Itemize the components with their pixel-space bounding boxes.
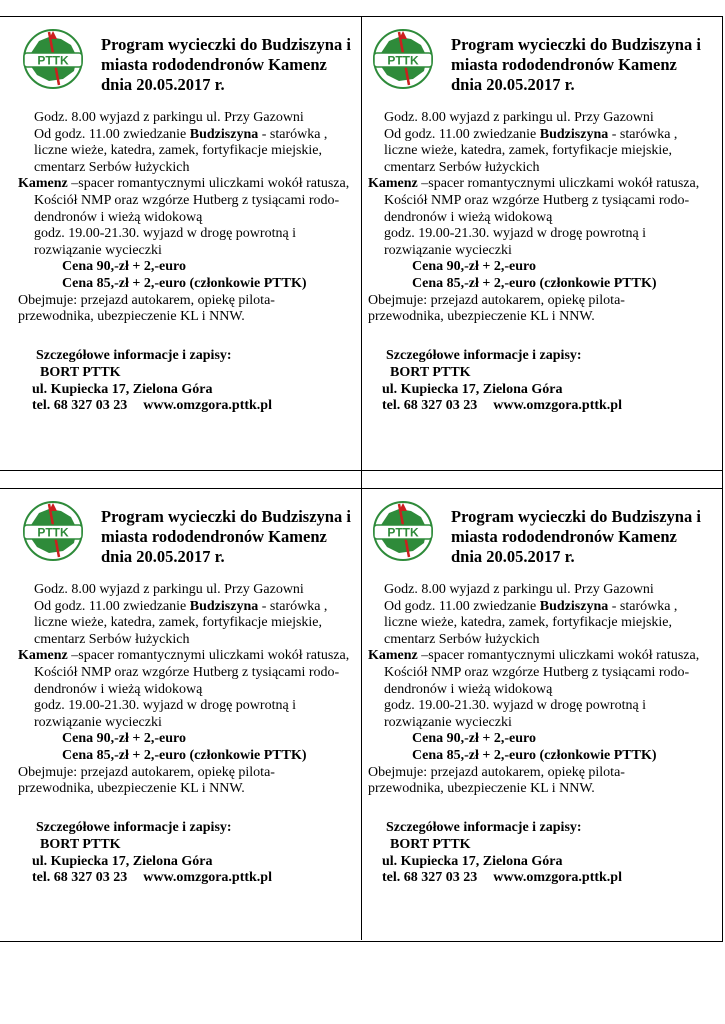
itinerary-line: liczne wieże, katedra, zamek, fortyfikacje miejskie, [384, 615, 673, 631]
itinerary-line: przewodnika, ubezpieczenie KL i NNW. [368, 781, 595, 797]
contact-phone: tel. 68 327 03 23 [382, 870, 478, 886]
contact-website: www.omzgora.pttk.pl [143, 398, 272, 414]
pttk-logo-icon [19, 499, 87, 563]
itinerary-line: przewodnika, ubezpieczenie KL i NNW. [18, 781, 245, 797]
svg-text:PTTK: PTTK [37, 525, 69, 540]
flyer-card [16, 489, 371, 919]
itinerary-line: liczne wieże, katedra, zamek, fortyfikacje miejskie, [34, 615, 323, 631]
itinerary-line: Od godz. 11.00 zwiedzanie Budziszyna - starówka , [34, 598, 328, 614]
itinerary-line: godz. 19.00-21.30. wyjazd w drogę powrotną i [34, 226, 297, 242]
contact-line [20, 398, 272, 415]
itinerary-line: Kamenz –spacer romantycznymi uliczkami wokół ratusza, [18, 648, 350, 664]
contact-phone: tel. 68 327 03 23 [32, 398, 128, 414]
itinerary-line: cmentarz Serbów łużyckich [34, 631, 190, 647]
itinerary [18, 582, 373, 798]
pttk-logo [369, 27, 437, 91]
pttk-logo-icon [19, 27, 87, 91]
itinerary-line: Obejmuje: przejazd autokarem, opiekę pilota- [368, 764, 625, 780]
contact-phone: tel. 68 327 03 23 [382, 398, 478, 414]
price-regular: Cena 90,-zł + 2,-euro [412, 731, 536, 747]
itinerary-line: Kościół NMP oraz wzgórze Hutberg z tysiącami rodo- [34, 664, 340, 680]
contact-line [20, 870, 272, 887]
itinerary-line: rozwiązanie wycieczki [34, 242, 162, 258]
itinerary-line: Godz. 8.00 wyjazd z parkingu ul. Przy Gazowni [384, 110, 654, 125]
contact-address: ul. Kupiecka 17, Zielona Góra [382, 381, 563, 397]
flyer-title: Program wycieczki do Budziszyna i miasta rododendronów Kamenz dnia 20.05.2017 r. [451, 35, 701, 94]
contact-block [370, 348, 622, 415]
itinerary-line: Kościół NMP oraz wzgórze Hutberg z tysiącami rodo- [384, 192, 690, 208]
itinerary-line: liczne wieże, katedra, zamek, fortyfikacje miejskie, [384, 143, 673, 159]
itinerary-line: Od godz. 11.00 zwiedzanie Budziszyna - starówka , [384, 598, 678, 614]
itinerary [18, 110, 373, 326]
contact-org: BORT PTTK [40, 364, 121, 380]
flyer-title: Program wycieczki do Budziszyna i miasta rododendronów Kamenz dnia 20.05.2017 r. [451, 507, 701, 566]
itinerary-line: dendronów i wieżą widokową [34, 209, 203, 225]
price-regular: Cena 90,-zł + 2,-euro [62, 259, 186, 275]
contact-website: www.omzgora.pttk.pl [493, 398, 622, 414]
itinerary-line: cmentarz Serbów łużyckich [34, 159, 190, 175]
contact-block [20, 820, 272, 887]
itinerary-line: godz. 19.00-21.30. wyjazd w drogę powrotną i [384, 226, 647, 242]
contact-org: BORT PTTK [40, 836, 121, 852]
svg-text:PTTK: PTTK [387, 53, 419, 68]
price-member: Cena 85,-zł + 2,-euro (członkowie PTTK) [412, 275, 657, 291]
itinerary [368, 582, 723, 798]
contact-address: ul. Kupiecka 17, Zielona Góra [32, 381, 213, 397]
itinerary-line: godz. 19.00-21.30. wyjazd w drogę powrotną i [384, 698, 647, 714]
itinerary-line: rozwiązanie wycieczki [384, 714, 512, 730]
itinerary-line: dendronów i wieżą widokową [384, 681, 553, 697]
flyer-card [366, 489, 721, 919]
itinerary-line: cmentarz Serbów łużyckich [384, 159, 540, 175]
itinerary-line: Godz. 8.00 wyjazd z parkingu ul. Przy Gazowni [34, 582, 304, 597]
pttk-logo-icon [369, 499, 437, 563]
contact-heading: Szczegółowe informacje i zapisy: [36, 820, 232, 835]
contact-address: ul. Kupiecka 17, Zielona Góra [382, 853, 563, 869]
itinerary [368, 110, 723, 326]
itinerary-line: przewodnika, ubezpieczenie KL i NNW. [368, 309, 595, 325]
contact-heading: Szczegółowe informacje i zapisy: [386, 348, 582, 363]
itinerary-line: liczne wieże, katedra, zamek, fortyfikacje miejskie, [34, 143, 323, 159]
price-regular: Cena 90,-zł + 2,-euro [62, 731, 186, 747]
contact-line [370, 870, 622, 887]
flyer-title: Program wycieczki do Budziszyna i miasta rododendronów Kamenz dnia 20.05.2017 r. [101, 35, 351, 94]
pttk-logo [19, 27, 87, 91]
contact-heading: Szczegółowe informacje i zapisy: [386, 820, 582, 835]
price-regular: Cena 90,-zł + 2,-euro [412, 259, 536, 275]
contact-website: www.omzgora.pttk.pl [493, 870, 622, 886]
itinerary-line: Obejmuje: przejazd autokarem, opiekę pilota- [18, 292, 275, 308]
itinerary-line: przewodnika, ubezpieczenie KL i NNW. [18, 309, 245, 325]
contact-line [370, 398, 622, 415]
pttk-logo [19, 499, 87, 563]
itinerary-line: Obejmuje: przejazd autokarem, opiekę pilota- [18, 764, 275, 780]
price-member: Cena 85,-zł + 2,-euro (członkowie PTTK) [62, 275, 307, 291]
pttk-logo-icon [369, 27, 437, 91]
itinerary-line: cmentarz Serbów łużyckich [384, 631, 540, 647]
itinerary-line: Kamenz –spacer romantycznymi uliczkami wokół ratusza, [368, 648, 700, 664]
contact-org: BORT PTTK [390, 836, 471, 852]
itinerary-line: Obejmuje: przejazd autokarem, opiekę pilota- [368, 292, 625, 308]
price-member: Cena 85,-zł + 2,-euro (członkowie PTTK) [412, 747, 657, 763]
contact-phone: tel. 68 327 03 23 [32, 870, 128, 886]
flyer-card [16, 17, 371, 447]
itinerary-line: godz. 19.00-21.30. wyjazd w drogę powrotną i [34, 698, 297, 714]
itinerary-line: Kościół NMP oraz wzgórze Hutberg z tysiącami rodo- [34, 192, 340, 208]
flyer-card [366, 17, 721, 447]
contact-address: ul. Kupiecka 17, Zielona Góra [32, 853, 213, 869]
flyer-title: Program wycieczki do Budziszyna i miasta rododendronów Kamenz dnia 20.05.2017 r. [101, 507, 351, 566]
itinerary-line: rozwiązanie wycieczki [34, 714, 162, 730]
itinerary-line: Godz. 8.00 wyjazd z parkingu ul. Przy Gazowni [384, 582, 654, 597]
svg-text:PTTK: PTTK [37, 53, 69, 68]
svg-text:PTTK: PTTK [387, 525, 419, 540]
itinerary-line: Od godz. 11.00 zwiedzanie Budziszyna - starówka , [34, 126, 328, 142]
contact-heading: Szczegółowe informacje i zapisy: [36, 348, 232, 363]
itinerary-line: Kamenz –spacer romantycznymi uliczkami wokół ratusza, [18, 176, 350, 192]
contact-org: BORT PTTK [390, 364, 471, 380]
contact-website: www.omzgora.pttk.pl [143, 870, 272, 886]
contact-block [20, 348, 272, 415]
contact-block [370, 820, 622, 887]
itinerary-line: Kamenz –spacer romantycznymi uliczkami wokół ratusza, [368, 176, 700, 192]
itinerary-line: Kościół NMP oraz wzgórze Hutberg z tysiącami rodo- [384, 664, 690, 680]
pttk-logo [369, 499, 437, 563]
itinerary-line: rozwiązanie wycieczki [384, 242, 512, 258]
price-member: Cena 85,-zł + 2,-euro (członkowie PTTK) [62, 747, 307, 763]
itinerary-line: Godz. 8.00 wyjazd z parkingu ul. Przy Gazowni [34, 110, 304, 125]
itinerary-line: Od godz. 11.00 zwiedzanie Budziszyna - starówka , [384, 126, 678, 142]
itinerary-line: dendronów i wieżą widokową [384, 209, 553, 225]
itinerary-line: dendronów i wieżą widokową [34, 681, 203, 697]
